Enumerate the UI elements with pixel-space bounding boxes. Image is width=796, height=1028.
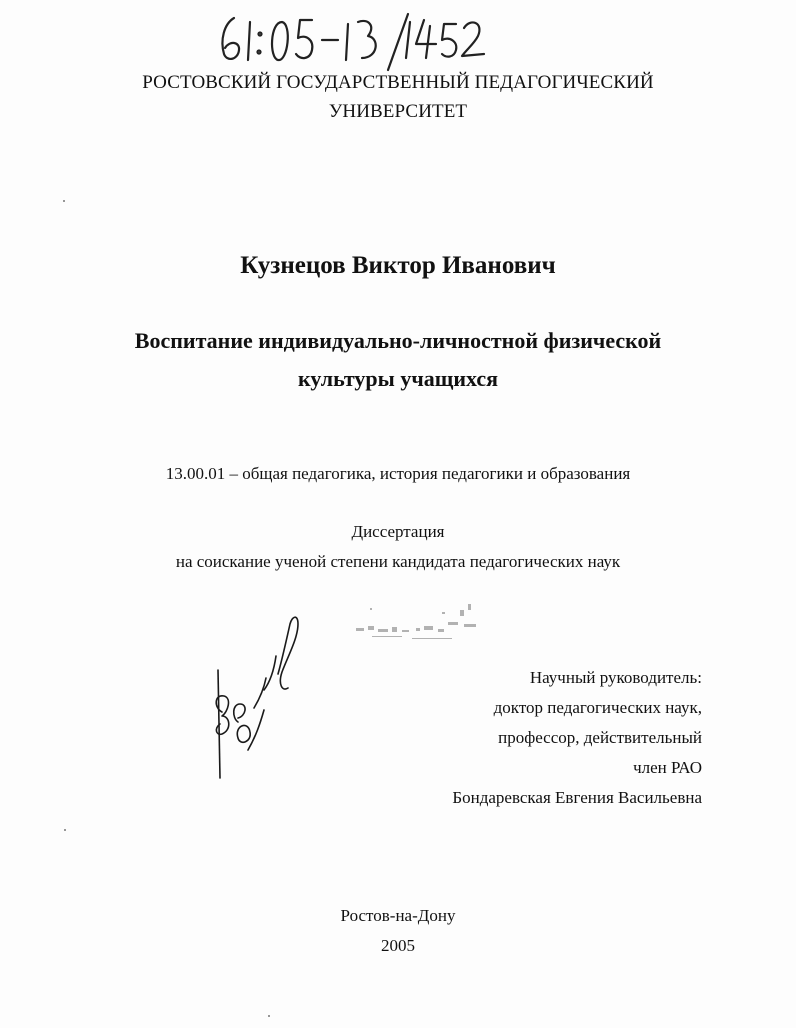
supervisor-heading: Научный руководитель: <box>529 668 702 687</box>
supervisor-degree: доктор педагогических наук, <box>493 698 702 717</box>
year: 2005 <box>381 936 415 955</box>
supervisor-name: Бондаревская Евгения Васильевна <box>452 788 702 807</box>
thesis-title-line1: Воспитание индивидуально-личностной физической <box>134 328 662 353</box>
signature-drawing <box>208 612 308 782</box>
author-name: Кузнецов Виктор Иванович <box>240 252 556 279</box>
handwritten-signature <box>208 612 308 782</box>
stamp-drawing <box>352 600 487 645</box>
thesis-title-line2: культуры учащихся <box>297 366 499 391</box>
university-name-line2: УНИВЕРСИТЕТ <box>328 101 468 122</box>
handwritten-archive-code <box>212 10 492 72</box>
university-name-line1: РОСТОВСКИЙ ГОСУДАРСТВЕННЫЙ ПЕДАГОГИЧЕСКИЙ <box>142 72 654 93</box>
scan-speck <box>268 1015 270 1017</box>
degree-statement: на соискание ученой степени кандидата педагогических наук <box>175 552 621 571</box>
specialty-code: 13.00.01 – общая педагогика, история педагогики и образования <box>165 464 631 483</box>
supervisor-membership: член РАО <box>633 758 702 777</box>
handwritten-code-drawing <box>212 10 492 72</box>
faint-stamp <box>352 600 487 645</box>
scan-speck <box>63 200 65 202</box>
document-type: Диссертация <box>351 522 445 541</box>
scan-speck <box>64 829 66 831</box>
city: Ростов-на-Дону <box>340 906 456 925</box>
supervisor-title: профессор, действительный <box>498 728 702 747</box>
